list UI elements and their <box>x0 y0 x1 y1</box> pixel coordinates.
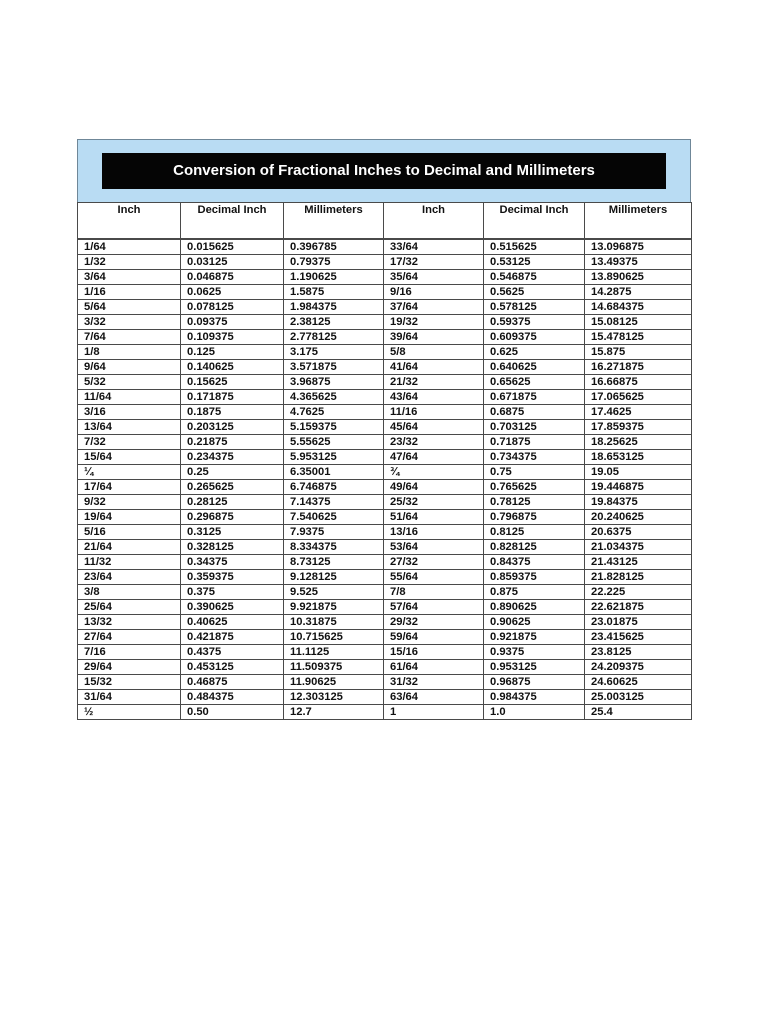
cell-millimeters: 25.4 <box>585 704 692 719</box>
cell-millimeters: 9.525 <box>284 584 384 599</box>
cell-inch: 25/32 <box>384 494 484 509</box>
table-row <box>78 599 692 614</box>
cell-millimeters: 13.890625 <box>585 269 692 284</box>
cell-millimeters: 4.365625 <box>284 389 384 404</box>
cell-inch: 19/64 <box>78 509 181 524</box>
cell-decimal-inch: 0.53125 <box>484 254 585 269</box>
cell-inch: 5/64 <box>78 299 181 314</box>
table-row <box>78 254 692 269</box>
header-decimal-inch: Decimal Inch <box>181 203 284 239</box>
cell-millimeters: 15.875 <box>585 344 692 359</box>
cell-decimal-inch: 0.50 <box>181 704 284 719</box>
cell-inch: 3/32 <box>78 314 181 329</box>
cell-millimeters: 24.209375 <box>585 659 692 674</box>
table-row <box>78 434 692 449</box>
table-row <box>78 659 692 674</box>
document-title: Conversion of Fractional Inches to Decimal and Millimeters <box>102 153 666 189</box>
cell-decimal-inch: 0.21875 <box>181 434 284 449</box>
cell-inch: 43/64 <box>384 389 484 404</box>
cell-millimeters: 6.746875 <box>284 479 384 494</box>
cell-decimal-inch: 0.515625 <box>484 239 585 255</box>
cell-millimeters: 23.8125 <box>585 644 692 659</box>
cell-inch: 17/32 <box>384 254 484 269</box>
cell-millimeters: 19.446875 <box>585 479 692 494</box>
cell-decimal-inch: 0.890625 <box>484 599 585 614</box>
cell-decimal-inch: 0.375 <box>181 584 284 599</box>
cell-inch: 57/64 <box>384 599 484 614</box>
cell-decimal-inch: 0.953125 <box>484 659 585 674</box>
cell-millimeters: 3.175 <box>284 344 384 359</box>
cell-decimal-inch: 0.703125 <box>484 419 585 434</box>
cell-decimal-inch: 0.546875 <box>484 269 585 284</box>
cell-decimal-inch: 0.9375 <box>484 644 585 659</box>
cell-decimal-inch: 0.859375 <box>484 569 585 584</box>
cell-inch: 7/32 <box>78 434 181 449</box>
table-row <box>78 554 692 569</box>
cell-decimal-inch: 0.15625 <box>181 374 284 389</box>
cell-millimeters: 7.14375 <box>284 494 384 509</box>
cell-millimeters: 18.25625 <box>585 434 692 449</box>
cell-decimal-inch: 0.015625 <box>181 239 284 255</box>
cell-decimal-inch: 0.03125 <box>181 254 284 269</box>
cell-decimal-inch: 0.421875 <box>181 629 284 644</box>
table-row <box>78 284 692 299</box>
cell-millimeters: 5.55625 <box>284 434 384 449</box>
cell-decimal-inch: 0.359375 <box>181 569 284 584</box>
cell-millimeters: 11.90625 <box>284 674 384 689</box>
cell-inch: 15/64 <box>78 449 181 464</box>
cell-millimeters: 2.38125 <box>284 314 384 329</box>
cell-millimeters: 21.034375 <box>585 539 692 554</box>
cell-inch: 53/64 <box>384 539 484 554</box>
cell-millimeters: 1.984375 <box>284 299 384 314</box>
cell-decimal-inch: 0.4375 <box>181 644 284 659</box>
cell-millimeters: 10.31875 <box>284 614 384 629</box>
cell-decimal-inch: 0.3125 <box>181 524 284 539</box>
table-row <box>78 644 692 659</box>
cell-inch: 9/16 <box>384 284 484 299</box>
cell-inch: ¼ <box>78 464 181 479</box>
cell-inch: 1/64 <box>78 239 181 255</box>
cell-inch: 59/64 <box>384 629 484 644</box>
table-row <box>78 314 692 329</box>
cell-decimal-inch: 0.5625 <box>484 284 585 299</box>
cell-decimal-inch: 0.328125 <box>181 539 284 554</box>
cell-inch: 15/32 <box>78 674 181 689</box>
table-row <box>78 494 692 509</box>
header-inch: Inch <box>384 203 484 239</box>
table-header <box>78 203 692 239</box>
cell-inch: 13/64 <box>78 419 181 434</box>
cell-inch: 39/64 <box>384 329 484 344</box>
cell-inch: 49/64 <box>384 479 484 494</box>
cell-inch: 41/64 <box>384 359 484 374</box>
cell-decimal-inch: 0.34375 <box>181 554 284 569</box>
cell-millimeters: 17.859375 <box>585 419 692 434</box>
cell-millimeters: 23.415625 <box>585 629 692 644</box>
table-row <box>78 689 692 704</box>
table-row <box>78 524 692 539</box>
cell-inch: 15/16 <box>384 644 484 659</box>
cell-decimal-inch: 1.0 <box>484 704 585 719</box>
cell-inch: 3/8 <box>78 584 181 599</box>
cell-inch: 31/64 <box>78 689 181 704</box>
cell-inch: 3/64 <box>78 269 181 284</box>
cell-millimeters: 9.921875 <box>284 599 384 614</box>
cell-millimeters: 20.240625 <box>585 509 692 524</box>
cell-decimal-inch: 0.921875 <box>484 629 585 644</box>
cell-decimal-inch: 0.484375 <box>181 689 284 704</box>
cell-inch: 47/64 <box>384 449 484 464</box>
cell-inch: 23/32 <box>384 434 484 449</box>
table-row <box>78 374 692 389</box>
table-row <box>78 479 692 494</box>
cell-inch: 13/32 <box>78 614 181 629</box>
table-row <box>78 389 692 404</box>
conversion-table <box>77 202 692 720</box>
cell-inch: 29/32 <box>384 614 484 629</box>
cell-millimeters: 14.2875 <box>585 284 692 299</box>
cell-millimeters: 0.396785 <box>284 239 384 255</box>
cell-millimeters: 13.49375 <box>585 254 692 269</box>
cell-decimal-inch: 0.6875 <box>484 404 585 419</box>
cell-millimeters: 9.128125 <box>284 569 384 584</box>
table-row <box>78 449 692 464</box>
cell-millimeters: 17.065625 <box>585 389 692 404</box>
title-banner <box>77 139 691 202</box>
table-row <box>78 344 692 359</box>
cell-millimeters: 5.159375 <box>284 419 384 434</box>
cell-inch: 37/64 <box>384 299 484 314</box>
table-row <box>78 269 692 284</box>
cell-millimeters: 20.6375 <box>585 524 692 539</box>
cell-inch: 17/64 <box>78 479 181 494</box>
cell-decimal-inch: 0.640625 <box>484 359 585 374</box>
cell-millimeters: 1.190625 <box>284 269 384 284</box>
cell-millimeters: 25.003125 <box>585 689 692 704</box>
cell-millimeters: 22.225 <box>585 584 692 599</box>
cell-millimeters: 19.05 <box>585 464 692 479</box>
table-row <box>78 299 692 314</box>
cell-decimal-inch: 0.296875 <box>181 509 284 524</box>
cell-inch: 29/64 <box>78 659 181 674</box>
header-millimeters: Millimeters <box>585 203 692 239</box>
cell-millimeters: 0.79375 <box>284 254 384 269</box>
cell-inch: 33/64 <box>384 239 484 255</box>
cell-decimal-inch: 0.96875 <box>484 674 585 689</box>
cell-inch: 31/32 <box>384 674 484 689</box>
cell-inch: 7/8 <box>384 584 484 599</box>
cell-decimal-inch: 0.0625 <box>181 284 284 299</box>
cell-decimal-inch: 0.8125 <box>484 524 585 539</box>
cell-millimeters: 22.621875 <box>585 599 692 614</box>
cell-millimeters: 15.08125 <box>585 314 692 329</box>
cell-inch: 1 <box>384 704 484 719</box>
cell-decimal-inch: 0.453125 <box>181 659 284 674</box>
table-row <box>78 359 692 374</box>
table-body <box>78 239 692 720</box>
table-row <box>78 584 692 599</box>
table-row <box>78 539 692 554</box>
cell-decimal-inch: 0.875 <box>484 584 585 599</box>
cell-decimal-inch: 0.765625 <box>484 479 585 494</box>
cell-decimal-inch: 0.75 <box>484 464 585 479</box>
cell-millimeters: 12.7 <box>284 704 384 719</box>
cell-decimal-inch: 0.78125 <box>484 494 585 509</box>
table-row <box>78 419 692 434</box>
cell-inch: 9/64 <box>78 359 181 374</box>
conversion-document <box>77 139 691 720</box>
cell-inch: 27/32 <box>384 554 484 569</box>
header-millimeters: Millimeters <box>284 203 384 239</box>
cell-inch: 1/32 <box>78 254 181 269</box>
cell-millimeters: 24.60625 <box>585 674 692 689</box>
cell-decimal-inch: 0.828125 <box>484 539 585 554</box>
table-row <box>78 674 692 689</box>
header-row <box>78 203 692 239</box>
cell-inch: 23/64 <box>78 569 181 584</box>
cell-decimal-inch: 0.171875 <box>181 389 284 404</box>
cell-decimal-inch: 0.734375 <box>484 449 585 464</box>
cell-inch: 27/64 <box>78 629 181 644</box>
cell-millimeters: 7.9375 <box>284 524 384 539</box>
cell-millimeters: 11.509375 <box>284 659 384 674</box>
cell-decimal-inch: 0.71875 <box>484 434 585 449</box>
cell-inch: 7/64 <box>78 329 181 344</box>
cell-decimal-inch: 0.046875 <box>181 269 284 284</box>
cell-inch: 11/32 <box>78 554 181 569</box>
cell-millimeters: 4.7625 <box>284 404 384 419</box>
cell-inch: 63/64 <box>384 689 484 704</box>
cell-decimal-inch: 0.609375 <box>484 329 585 344</box>
cell-decimal-inch: 0.140625 <box>181 359 284 374</box>
cell-millimeters: 1.5875 <box>284 284 384 299</box>
cell-inch: ¾ <box>384 464 484 479</box>
cell-millimeters: 3.571875 <box>284 359 384 374</box>
cell-millimeters: 16.66875 <box>585 374 692 389</box>
cell-millimeters: 19.84375 <box>585 494 692 509</box>
cell-decimal-inch: 0.109375 <box>181 329 284 344</box>
cell-inch: 11/64 <box>78 389 181 404</box>
cell-decimal-inch: 0.078125 <box>181 299 284 314</box>
cell-inch: 1/8 <box>78 344 181 359</box>
cell-inch: 21/64 <box>78 539 181 554</box>
table-row <box>78 464 692 479</box>
cell-millimeters: 21.43125 <box>585 554 692 569</box>
cell-decimal-inch: 0.1875 <box>181 404 284 419</box>
cell-decimal-inch: 0.234375 <box>181 449 284 464</box>
cell-millimeters: 12.303125 <box>284 689 384 704</box>
cell-decimal-inch: 0.65625 <box>484 374 585 389</box>
table-row <box>78 614 692 629</box>
cell-inch: 61/64 <box>384 659 484 674</box>
cell-decimal-inch: 0.984375 <box>484 689 585 704</box>
cell-millimeters: 14.684375 <box>585 299 692 314</box>
cell-millimeters: 13.096875 <box>585 239 692 255</box>
cell-inch: 11/16 <box>384 404 484 419</box>
cell-millimeters: 7.540625 <box>284 509 384 524</box>
table-row <box>78 629 692 644</box>
cell-millimeters: 3.96875 <box>284 374 384 389</box>
cell-millimeters: 18.653125 <box>585 449 692 464</box>
cell-decimal-inch: 0.796875 <box>484 509 585 524</box>
cell-decimal-inch: 0.84375 <box>484 554 585 569</box>
cell-inch: 13/16 <box>384 524 484 539</box>
cell-inch: 7/16 <box>78 644 181 659</box>
cell-decimal-inch: 0.09375 <box>181 314 284 329</box>
cell-inch: 5/32 <box>78 374 181 389</box>
cell-decimal-inch: 0.265625 <box>181 479 284 494</box>
table-row <box>78 404 692 419</box>
cell-millimeters: 15.478125 <box>585 329 692 344</box>
cell-millimeters: 23.01875 <box>585 614 692 629</box>
cell-millimeters: 11.1125 <box>284 644 384 659</box>
cell-decimal-inch: 0.46875 <box>181 674 284 689</box>
cell-millimeters: 8.73125 <box>284 554 384 569</box>
table-row <box>78 239 692 255</box>
cell-inch: 1/16 <box>78 284 181 299</box>
cell-inch: 3/16 <box>78 404 181 419</box>
cell-inch: 51/64 <box>384 509 484 524</box>
cell-inch: 5/8 <box>384 344 484 359</box>
cell-decimal-inch: 0.625 <box>484 344 585 359</box>
header-decimal-inch: Decimal Inch <box>484 203 585 239</box>
cell-decimal-inch: 0.40625 <box>181 614 284 629</box>
cell-millimeters: 2.778125 <box>284 329 384 344</box>
cell-inch: ½ <box>78 704 181 719</box>
cell-decimal-inch: 0.390625 <box>181 599 284 614</box>
cell-inch: 55/64 <box>384 569 484 584</box>
cell-inch: 21/32 <box>384 374 484 389</box>
cell-decimal-inch: 0.578125 <box>484 299 585 314</box>
cell-millimeters: 16.271875 <box>585 359 692 374</box>
header-inch: Inch <box>78 203 181 239</box>
cell-decimal-inch: 0.203125 <box>181 419 284 434</box>
table-row <box>78 329 692 344</box>
cell-decimal-inch: 0.90625 <box>484 614 585 629</box>
cell-decimal-inch: 0.25 <box>181 464 284 479</box>
cell-millimeters: 10.715625 <box>284 629 384 644</box>
cell-millimeters: 17.4625 <box>585 404 692 419</box>
cell-millimeters: 5.953125 <box>284 449 384 464</box>
cell-millimeters: 8.334375 <box>284 539 384 554</box>
cell-inch: 5/16 <box>78 524 181 539</box>
cell-decimal-inch: 0.671875 <box>484 389 585 404</box>
cell-decimal-inch: 0.59375 <box>484 314 585 329</box>
table-row <box>78 704 692 719</box>
table-row <box>78 509 692 524</box>
cell-decimal-inch: 0.28125 <box>181 494 284 509</box>
table-row <box>78 569 692 584</box>
cell-millimeters: 21.828125 <box>585 569 692 584</box>
cell-inch: 9/32 <box>78 494 181 509</box>
cell-decimal-inch: 0.125 <box>181 344 284 359</box>
cell-inch: 45/64 <box>384 419 484 434</box>
cell-inch: 25/64 <box>78 599 181 614</box>
cell-millimeters: 6.35001 <box>284 464 384 479</box>
cell-inch: 19/32 <box>384 314 484 329</box>
cell-inch: 35/64 <box>384 269 484 284</box>
